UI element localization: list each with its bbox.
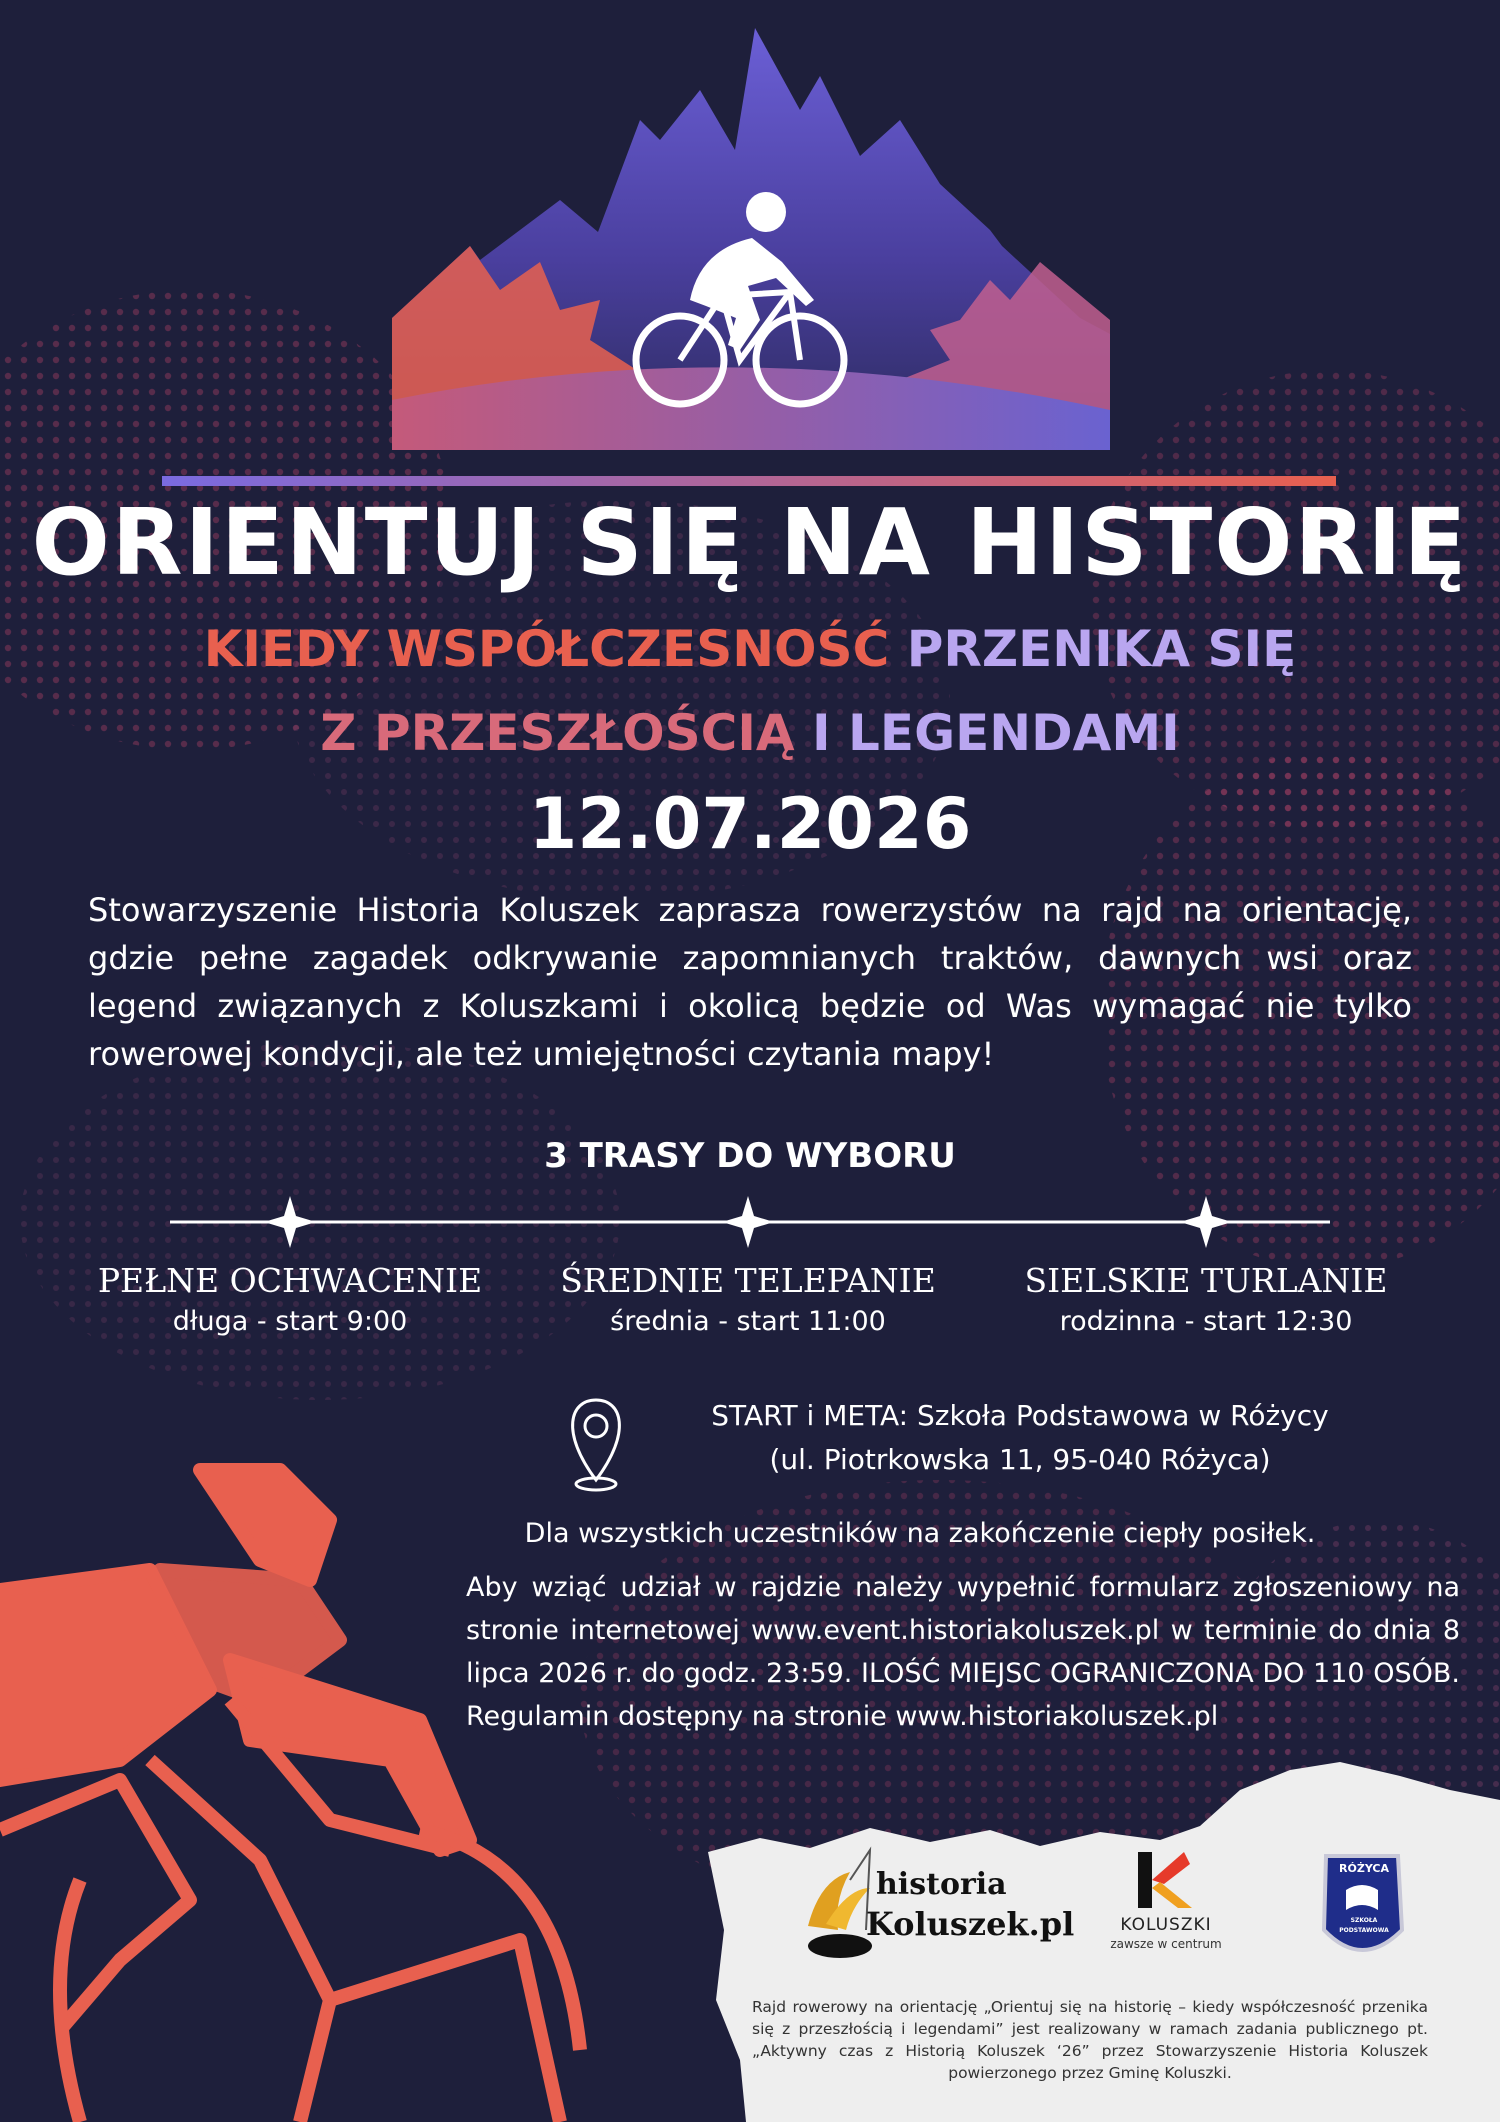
route-info: rodzinna - start 12:30 <box>1059 1306 1353 1337</box>
koluszki-logo-tagline: zawsze w centrum <box>1110 1937 1222 1951</box>
subtitle-part: Z PRZESZŁOŚCIĄ <box>320 704 795 762</box>
footnote: Rajd rowerowy na orientację „Orientuj się na historię – kiedy współczesność przenika się z przeszłością i legendami” jest realizowany w ramach zadania publicznego pt. „Aktywny czas z Historią Koluszek ‘26” przez Stowarzyszenie Historia Koluszek powierzonego przez Gminę Koluszki. <box>752 1998 1428 2082</box>
intro-paragraph: Stowarzyszenie Historia Koluszek zaprasza rowerzystów na rajd na orientację, gdzie pełne zagadek odkrywanie zapomnianych traktów, dawnych wsi oraz legend związanych z Koluszkami i okolicą będzie od Was wymagać nie tylko rowerowej kondycji, ale też umiejętności czytania mapy! <box>88 891 1412 1073</box>
route-long <box>80 1260 500 1342</box>
start-location <box>620 1394 1420 1482</box>
route-name: SIELSKIE TURLANIE <box>1024 1261 1388 1300</box>
routes-heading: 3 TRASY DO WYBORU <box>544 1136 956 1176</box>
koluszki-logo-name: KOLUSZKI <box>1120 1915 1212 1935</box>
route-info: średnia - start 11:00 <box>610 1306 886 1337</box>
event-subtitle-line2 <box>0 700 1500 766</box>
forest-emblem <box>392 28 1110 450</box>
event-date: 12.07.2026 <box>528 783 972 865</box>
subtitle-part: I LEGENDAMI <box>812 704 1180 762</box>
school-logo-bottom: SZKOŁA PODSTAWOWA <box>1339 1917 1389 1934</box>
historia-logo-text1: historia <box>876 1867 1007 1902</box>
subtitle-part: KIEDY WSPÓŁCZESNOŚĆ <box>203 620 890 678</box>
route-info: długa - start 9:00 <box>172 1306 408 1337</box>
start-line1: START i META: Szkoła Podstawowa w Różycy <box>711 1399 1329 1432</box>
event-subtitle-line1 <box>0 616 1500 682</box>
event-title: ORIENTUJ SIĘ NA HISTORIĘ <box>31 489 1469 596</box>
subtitle-part: PRZENIKA SIĘ <box>906 620 1297 678</box>
sparkle-icon <box>722 1196 774 1248</box>
start-line2: (ul. Piotrkowska 11, 95-040 Różyca) <box>769 1443 1271 1476</box>
meal-info: Dla wszystkich uczestników na zakończenie ciepły posiłek. <box>524 1518 1316 1549</box>
route-name: ŚREDNIE TELEPANIE <box>560 1261 936 1300</box>
location-pin-icon <box>573 1400 620 1490</box>
route-name: PEŁNE OCHWACENIE <box>97 1261 483 1300</box>
school-logo-top: RÓŻYCA <box>1339 1862 1389 1875</box>
route-medium <box>538 1260 958 1342</box>
title-bar <box>162 476 1336 486</box>
route-family <box>996 1260 1416 1342</box>
registration-info: Aby wziąć udział w rajdzie należy wypełnić formularz zgłoszeniowy na stronie internetowej www.event.historiakoluszek.pl w terminie do dnia 8 lipca 2026 r. do godz. 23:59. ILOŚĆ MIEJSC OGRANICZONA DO 110 OSÓB. Regulamin dostępny na stronie www.historiakoluszek.pl <box>466 1572 1460 1732</box>
historia-logo-text2: Koluszek.pl <box>866 1905 1075 1943</box>
